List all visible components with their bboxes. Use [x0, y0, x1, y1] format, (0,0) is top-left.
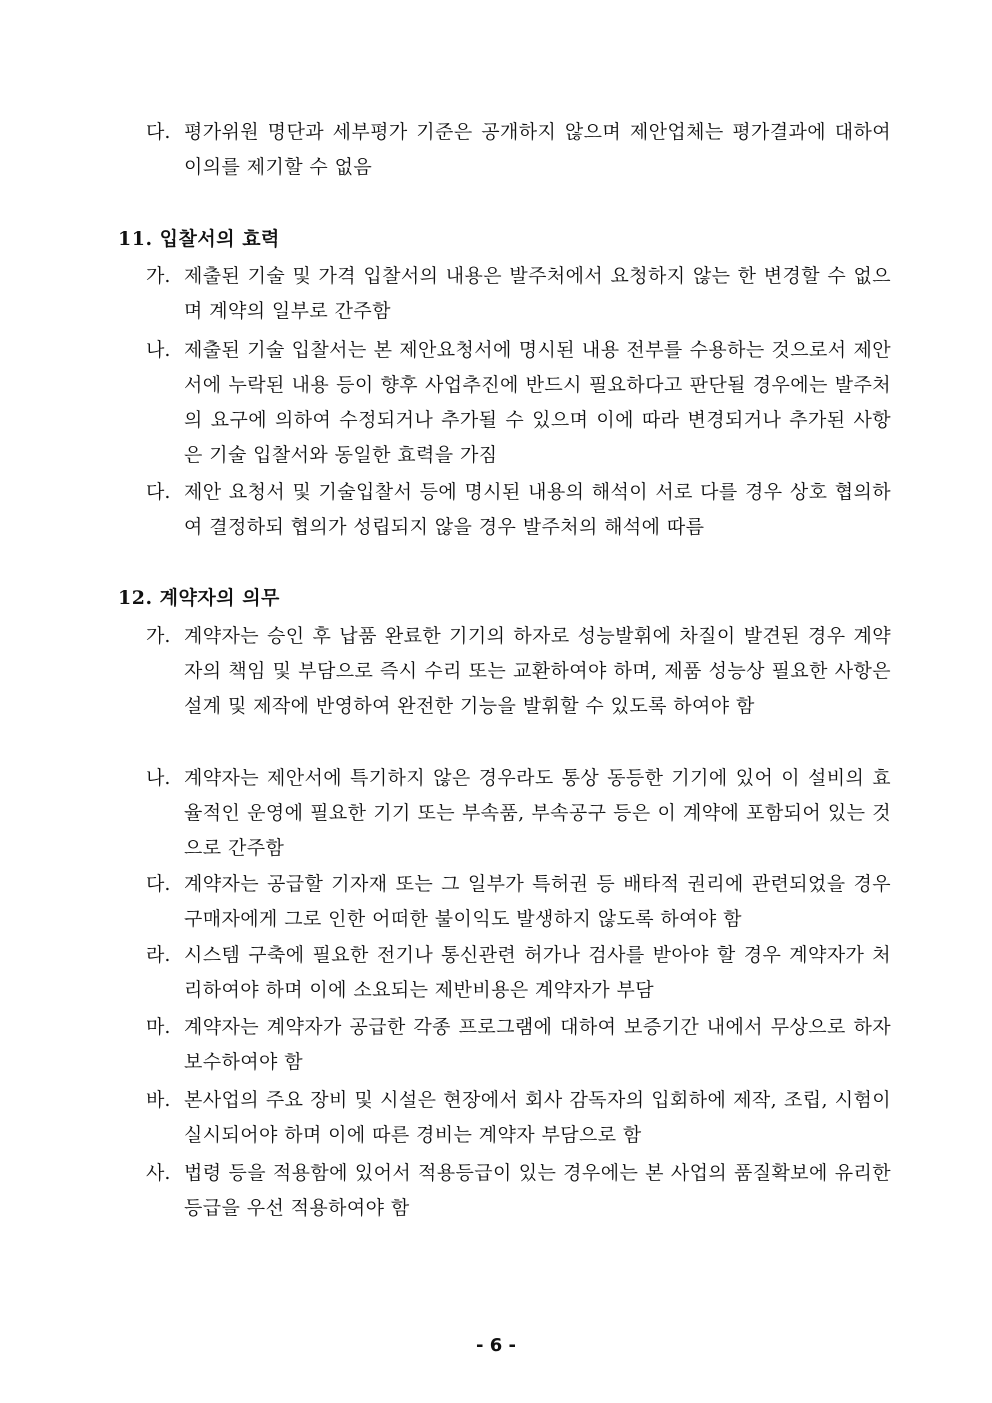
list-marker: 라. — [146, 944, 171, 966]
section-12-item-sa — [146, 1156, 891, 1226]
list-item-text: 제출된 기술 입찰서는 본 제안요청서에 명시된 내용 전부를 수용하는 것으로서 제안서에 누락된 내용 등이 향후 사업추진에 반드시 필요하다고 판단될 경우에는 발주처의 요구에 의하여 수정되거나 추가될 수 있으며 이에 따라 변경되거나 추가된 사항은 기술 입찰서와 동일한 효력을 가짐 — [184, 339, 891, 466]
list-item-text: 평가위원 명단과 세부평가 기준은 공개하지 않으며 제안업체는 평가결과에 대하여 이의를 제기할 수 없음 — [184, 121, 891, 178]
section-12-item-ba — [146, 1083, 891, 1153]
list-marker: 가. — [146, 265, 171, 287]
list-item-text: 계약자는 승인 후 납품 완료한 기기의 하자로 성능발휘에 차질이 발견된 경우 계약자의 책임 및 부담으로 즉시 수리 또는 교환하여야 하며, 제품 성능상 필요한 사항은 설계 및 제작에 반영하여 완전한 기능을 발휘할 수 있도록 하여야 함 — [184, 625, 891, 717]
list-marker: 사. — [146, 1162, 171, 1184]
page-number: - 6 - — [476, 1335, 516, 1356]
list-marker: 마. — [146, 1016, 171, 1038]
section-12-item-ga — [146, 619, 891, 724]
list-item-text: 계약자는 공급할 기자재 또는 그 일부가 특허권 등 배타적 권리에 관련되었을 경우 구매자에게 그로 인한 어떠한 불이익도 발생하지 않도록 하여야 함 — [184, 873, 891, 930]
section-12-item-da — [146, 867, 891, 937]
list-item-top-da — [146, 115, 891, 185]
section-12-item-ma — [146, 1010, 891, 1080]
list-marker: 가. — [146, 625, 171, 647]
list-item-text: 제출된 기술 및 가격 입찰서의 내용은 발주처에서 요청하지 않는 한 변경할 수 없으며 계약의 일부로 간주함 — [184, 265, 891, 322]
list-item-text: 본사업의 주요 장비 및 시설은 현장에서 회사 감독자의 입회하에 제작, 조립, 시험이 실시되어야 하며 이에 따른 경비는 계약자 부담으로 함 — [184, 1089, 891, 1146]
list-marker: 나. — [146, 339, 171, 361]
section-12-item-na — [146, 761, 891, 866]
list-item-text: 시스템 구축에 필요한 전기나 통신관련 허가나 검사를 받아야 할 경우 계약자가 처리하여야 하며 이에 소요되는 제반비용은 계약자가 부담 — [184, 944, 891, 1001]
list-marker: 나. — [146, 767, 171, 789]
list-item-text: 제안 요청서 및 기술입찰서 등에 명시된 내용의 해석이 서로 다를 경우 상호 협의하여 결정하되 협의가 성립되지 않을 경우 발주처의 해석에 따름 — [184, 481, 891, 538]
list-marker: 다. — [146, 481, 171, 503]
section-11-item-da — [146, 475, 891, 545]
list-marker: 바. — [146, 1089, 171, 1111]
section-11-heading: 11. 입찰서의 효력 — [118, 228, 280, 250]
list-item-text: 법령 등을 적용함에 있어서 적용등급이 있는 경우에는 본 사업의 품질확보에 유리한 등급을 우선 적용하여야 함 — [184, 1162, 891, 1219]
list-item-text: 계약자는 계약자가 공급한 각종 프로그램에 대하여 보증기간 내에서 무상으로 하자 보수하여야 함 — [184, 1016, 891, 1073]
section-11-item-ga — [146, 259, 891, 329]
section-12-heading: 12. 계약자의 의무 — [118, 587, 280, 609]
section-11-item-na — [146, 333, 891, 473]
list-item-text: 계약자는 제안서에 특기하지 않은 경우라도 통상 동등한 기기에 있어 이 설비의 효율적인 운영에 필요한 기기 또는 부속품, 부속공구 등은 이 계약에 포함되어 있는 것으로 간주함 — [184, 767, 891, 859]
section-12-item-ra — [146, 938, 891, 1008]
list-marker: 다. — [146, 121, 171, 143]
list-marker: 다. — [146, 873, 171, 895]
